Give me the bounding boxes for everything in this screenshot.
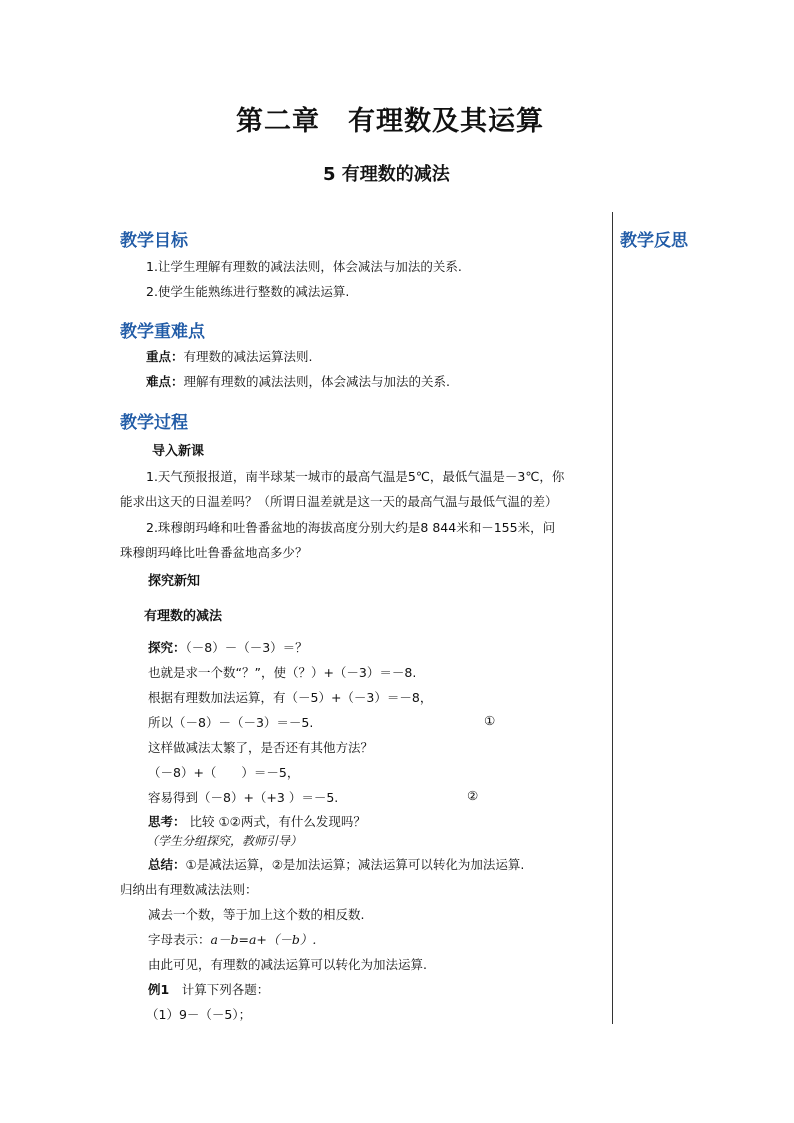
difficult-label: 难点： [146,374,184,389]
rule-text: 减去一个数，等于加上这个数的相反数. [148,907,365,922]
key-points-heading: 教学重难点 [120,322,205,342]
goal-item: 2.使学生能熟练进行整数的减法运算. [146,284,350,299]
lesson-title: 5 有理数的减法 [323,164,450,185]
formula: a－b=a+（－b）. [210,932,317,947]
intro-line: 珠穆朗玛峰比吐鲁番盆地高多少？ [120,545,308,560]
chapter-title: 第二章 有理数及其运算 [236,106,544,137]
summary-text: ①是减法运算，②是加法运算；减法运算可以转化为加法运算. [185,857,525,872]
example-item: （1）9－（－5）； [146,1007,252,1022]
explore-text: （－8）－（－3）＝？ [185,640,308,655]
example-line [148,980,269,998]
think-label: 思考： [148,814,186,829]
formula-line [148,930,316,948]
teaching-note: （学生分组探究，教师引导） [146,834,303,848]
intro-line: 2.珠穆朗玛峰和吐鲁番盆地的海拔高度分别大约是8 844米和－155米，问 [146,520,556,535]
conclusion-text: 由此可见，有理数的减法运算可以转化为加法运算. [148,957,427,972]
explore-label: 探究： [148,640,186,655]
intro-line: 能求出这天的日温差吗？（所谓日温差就是这一天的最高气温与最低气温的差） [120,494,558,509]
key-point-line [146,347,313,365]
explore-heading: 探究新知 [148,574,201,589]
example-text: 计算下列各题： [169,982,270,997]
intro-line: 1.天气预报报道，南半球某一城市的最高气温是5℃，最低气温是－3℃，你 [146,469,565,484]
formula-label: 字母表示： [148,932,211,947]
summary-line [148,855,524,873]
process-line: 容易得到（－8）+（+3 ）＝－5. [148,790,339,805]
process-heading: 教学过程 [120,413,188,433]
goal-item: 1.让学生理解有理数的减法法则，体会减法与加法的关系. [146,259,462,274]
intro-heading: 导入新课 [152,444,205,459]
reflection-heading: 教学反思 [620,231,688,251]
goals-heading: 教学目标 [120,231,188,251]
key-label: 重点： [146,349,184,364]
example-label: 例1 [148,982,170,997]
process-line: 所以（－8）－（－3）＝－5. [148,715,314,730]
marker-2: ② [467,788,479,803]
think-text: 比较 ①②两式，有什么发现吗？ [185,814,366,829]
process-line: 也就是求一个数“？”，使（？）+（－3）＝－8. [148,665,417,680]
difficult-text: 理解有理数的减法法则，体会减法与加法的关系. [183,374,450,389]
rule-intro: 归纳出有理数减法法则： [120,882,258,897]
process-line: 这样做减法太繁了，是否还有其他方法？ [148,740,374,755]
process-line: （－8）+（ ）＝－5， [148,765,300,780]
column-divider [612,212,613,1024]
explore-line [148,638,308,656]
key-text: 有理数的减法运算法则. [183,349,313,364]
summary-label: 总结： [148,857,186,872]
think-line [148,812,366,830]
marker-1: ① [484,713,496,728]
process-line: 根据有理数加法运算，有（－5）+（－3）＝－8， [148,690,433,705]
difficult-point-line [146,372,450,390]
topic-heading: 有理数的减法 [144,609,223,624]
